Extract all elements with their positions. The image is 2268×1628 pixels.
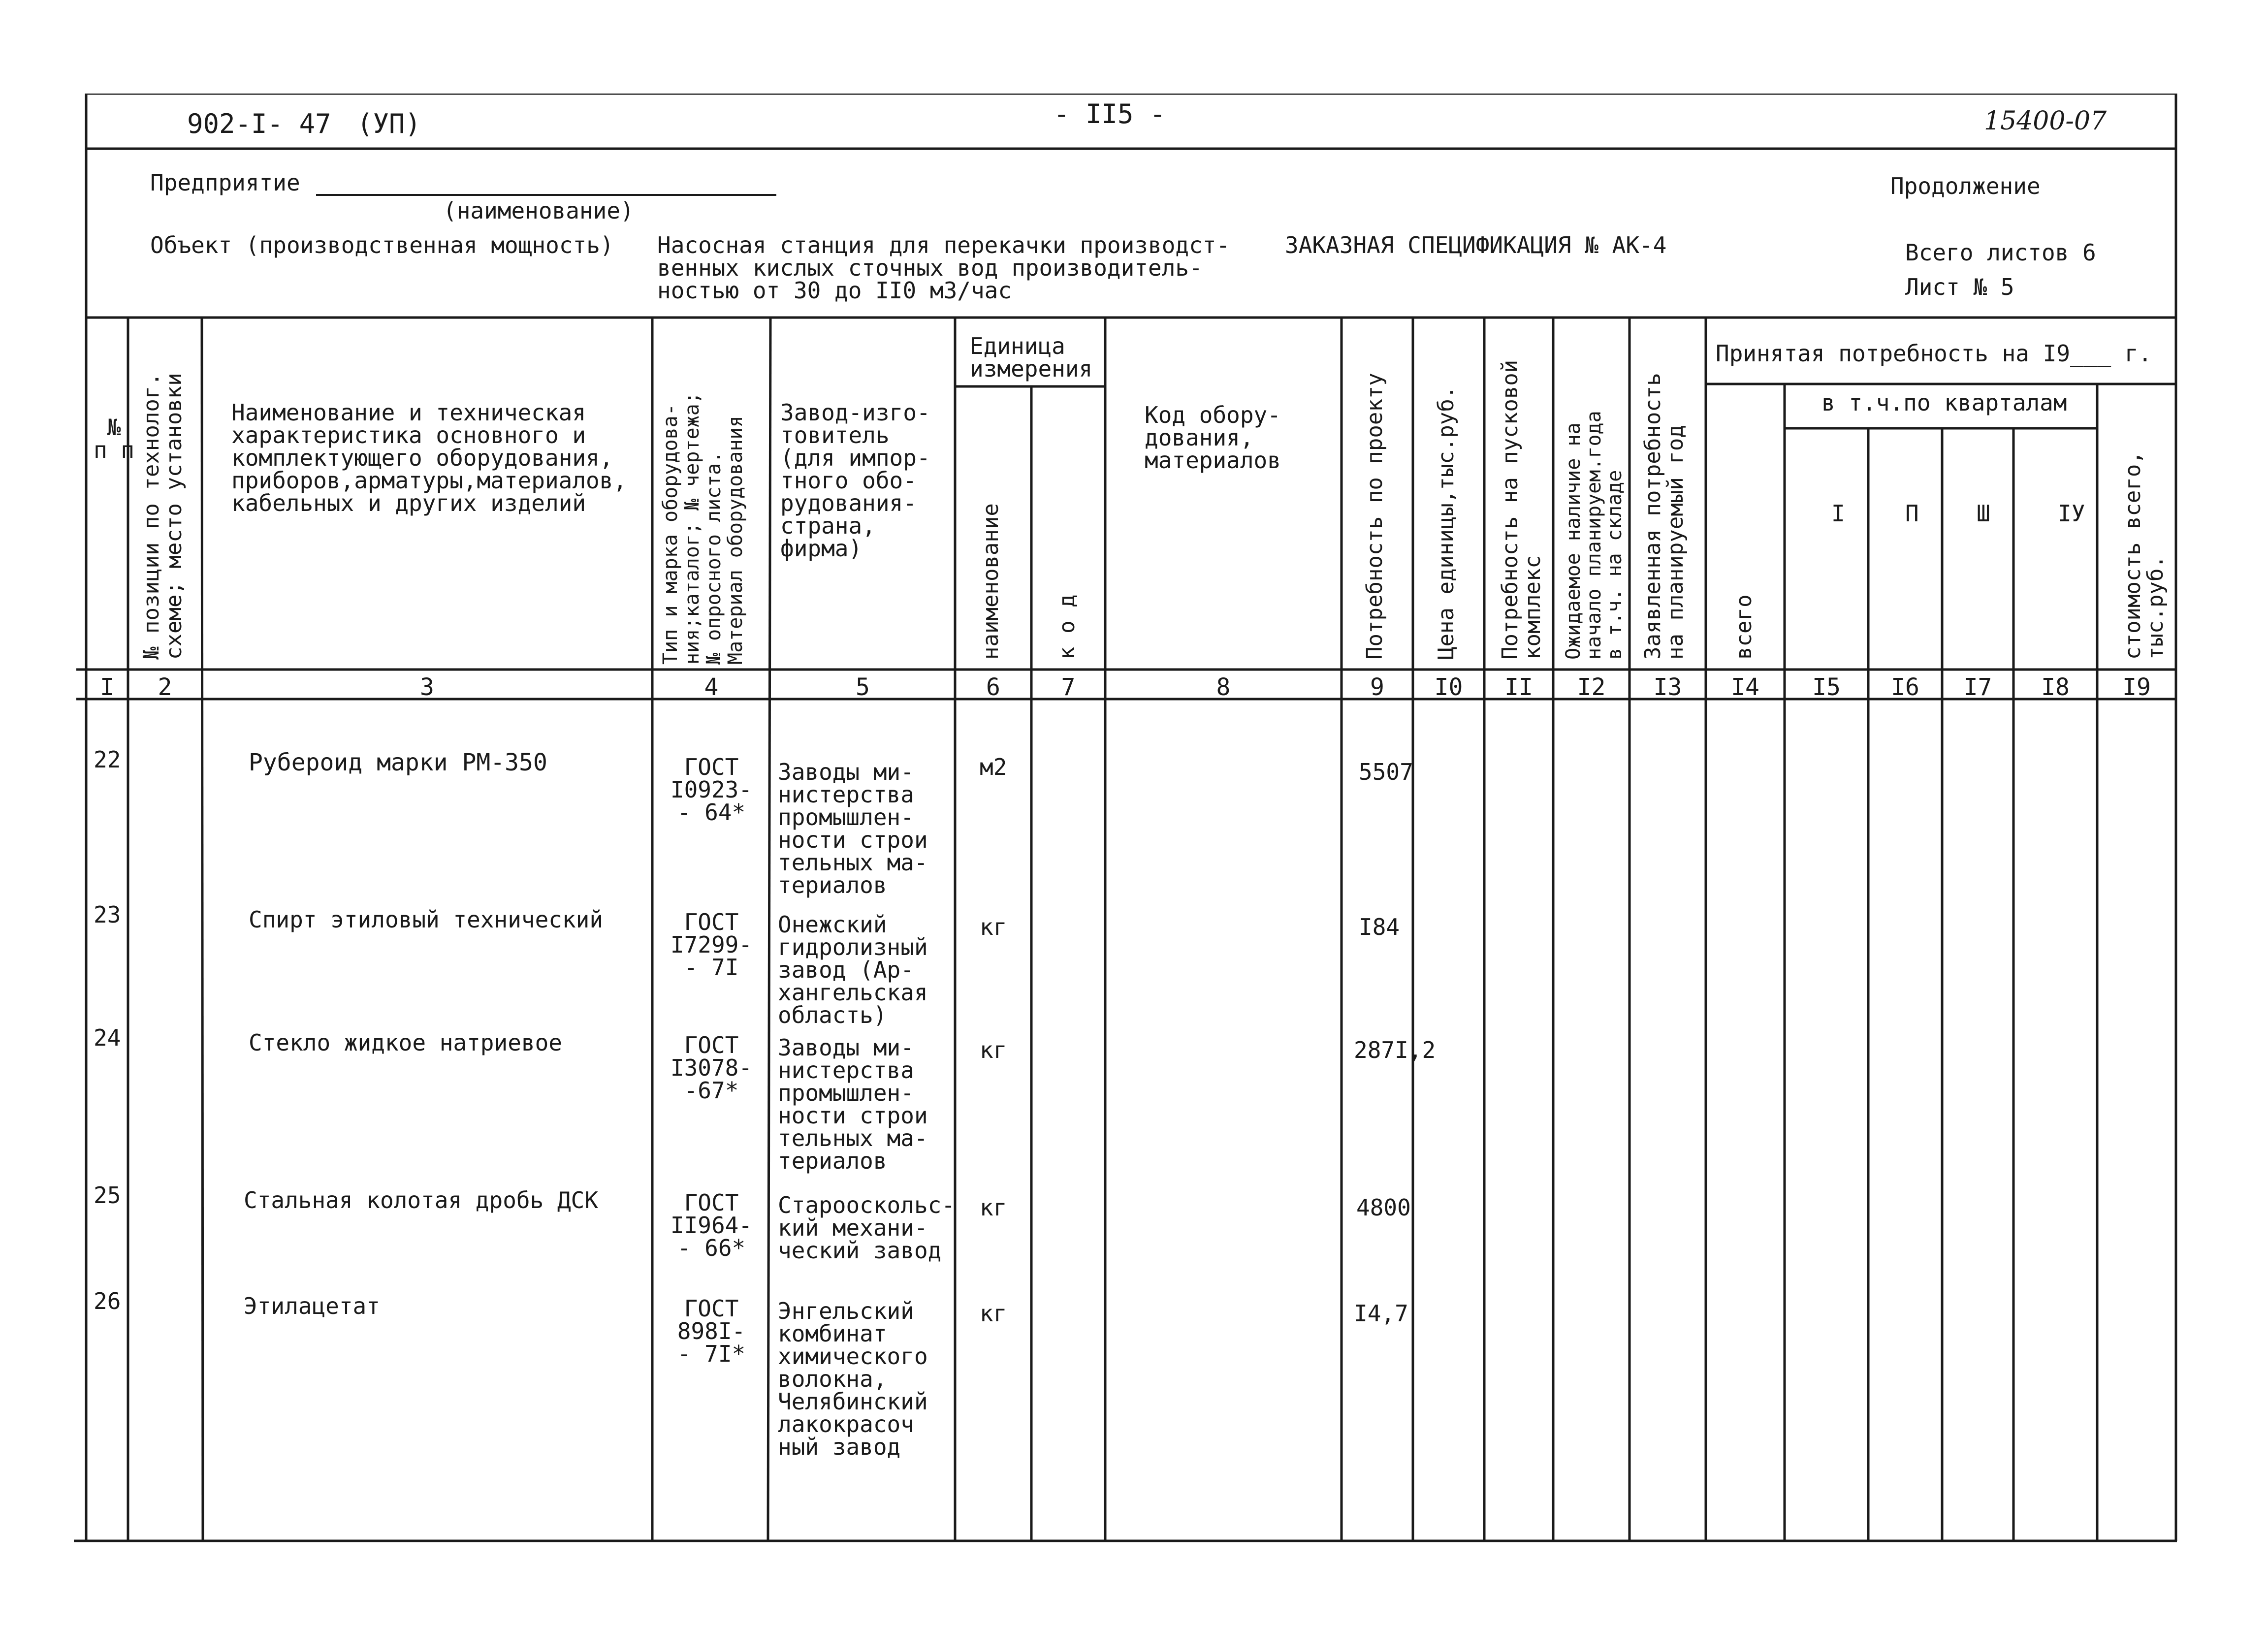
row-item-name: Этилацетат [244,1293,380,1319]
sheet-reference: 15400-07 [1984,106,2107,136]
spec-title: ЗАКАЗНАЯ СПЕЦИФИКАЦИЯ № АК-4 [1285,232,1667,258]
col7-header: к о д [1054,594,1080,660]
row-number: 25 [94,1182,121,1209]
col14-header: всего [1731,594,1757,660]
col5-header: Завод-изго- товитель (для импор- тного обо- рудования- страна, фирма) [780,399,930,562]
enterprise-label: Предприятие [150,169,300,196]
colnum-14: I4 [1731,673,1759,701]
object-description: Насосная станция для перекачки производст- венных кислых сточных вод производитель- ностью от 30 до II0 м3/час [657,232,1230,304]
row-quantity: I4,7 [1354,1300,1408,1327]
colnum-16: I6 [1891,673,1919,701]
row-item-name: Стальная колотая дробь ДСК [244,1187,599,1213]
row-unit: м2 [980,754,1007,780]
q3-header: Ш [1977,500,1990,527]
row-standard: ГОСТ I7299- - 7I [670,909,753,981]
row-manufacturer: Заводы ми- нистерства промышлен- ности строи тельных ма- териалов [778,1034,928,1174]
doc-variant: (УП) [357,108,421,139]
colnum-9: 9 [1370,673,1384,701]
col3-header: Наименование и техническая характеристика основного и комплектующего оборудования, приборов,арматуры,материалов, кабельных и других изделий [231,399,627,516]
row-item-name: Рубероид марки РМ-350 [249,749,547,776]
col10-header: Цена единицы,тыс.руб. [1434,385,1459,660]
col12-header: Ожидаемое наличие на начало планируем.года в т.ч. на складе [1562,411,1626,660]
col4-header: Тип и марка оборудова- ния;каталог; № чертежа; № опросного листа. Материал оборудования [659,392,747,665]
colnum-18: I8 [2041,673,2070,701]
sheets-total: Всего листов 6 [1905,239,2096,266]
row-standard: ГОСТ I0923- - 64* [670,754,753,826]
page-number: - II5 - [1054,98,1166,129]
row-manufacturer: Старооскольс- кий механи- ческий завод [778,1192,956,1264]
row-quantity: 5507 [1359,759,1413,785]
col8-header: Код обору- дования, материалов [1145,402,1281,474]
sheet-number: Лист № 5 [1905,274,2014,300]
row-unit: кг [980,1037,1007,1063]
colnum-13: I3 [1653,673,1682,701]
colnum-10: I0 [1434,673,1463,701]
col13-header: Заявленная потребность на планируемый год [1640,373,1688,660]
colnum-8: 8 [1216,673,1231,701]
col6-header: наименование [978,503,1003,660]
row-number: 24 [94,1024,121,1051]
quarters-group-header: в т.ч.по кварталам [1821,389,2067,416]
table-grid [74,94,2191,1546]
colnum-3: 3 [420,673,434,701]
row-item-name: Стекло жидкое натриевое [249,1029,562,1056]
row-manufacturer: Онежский гидролизный завод (Ар- хангельская область) [778,911,928,1028]
colnum-11: II [1504,673,1533,701]
row-number: 23 [94,901,121,928]
colnum-15: I5 [1812,673,1841,701]
col19-header: стоимость всего, тыс.руб. [2120,451,2168,660]
colnum-4: 4 [704,673,719,701]
col1-header: № п п [94,414,135,463]
row-number: 26 [94,1288,121,1314]
row-manufacturer: Заводы ми- нистерства промышлен- ности строи тельных ма- териалов [778,759,928,898]
row-quantity: I84 [1359,914,1400,940]
row-unit: кг [980,914,1007,940]
q4-header: IУ [2058,500,2085,527]
row-unit: кг [980,1194,1007,1221]
colnum-6: 6 [986,673,1000,701]
accepted-group-header: Принятая потребность на I9___ г. [1716,340,2152,367]
row-item-name: Спирт этиловый технический [249,906,604,933]
unit-group-header: Единица измерения [970,333,1093,382]
object-label: Объект (производственная мощность) [150,232,614,258]
colnum-5: 5 [856,673,870,701]
colnum-2: 2 [158,673,172,701]
row-standard: ГОСТ II964- - 66* [670,1189,753,1261]
q2-header: П [1905,500,1919,527]
continuation-label: Продолжение [1890,173,2041,199]
colnum-19: I9 [2122,673,2151,701]
enterprise-caption: (наименование) [443,197,634,224]
colnum-17: I7 [1963,673,1992,701]
specification-sheet [74,94,2191,1546]
row-number: 22 [94,746,121,773]
colnum-1: I [100,673,114,701]
row-standard: ГОСТ 898I- - 7I* [677,1295,746,1367]
col2-header: № позиции по технолог. схеме; место установки [139,373,187,660]
q1-header: I [1831,500,1845,527]
row-unit: кг [980,1300,1007,1327]
enterprise-blank-line [316,194,776,196]
row-manufacturer: Энгельский комбинат химического волокна, Челябинский лакокрасоч ный завод [778,1298,928,1460]
row-standard: ГОСТ I3078- -67* [670,1032,753,1104]
col11-header: Потребность на пусковой комплекс [1498,359,1545,660]
colnum-12: I2 [1577,673,1606,701]
row-quantity: 4800 [1356,1194,1411,1221]
row-quantity: 287I,2 [1354,1037,1436,1063]
colnum-7: 7 [1061,673,1076,701]
col9-header: Потребность по проекту [1362,373,1387,660]
doc-code: 902-I- 47 [187,108,331,139]
